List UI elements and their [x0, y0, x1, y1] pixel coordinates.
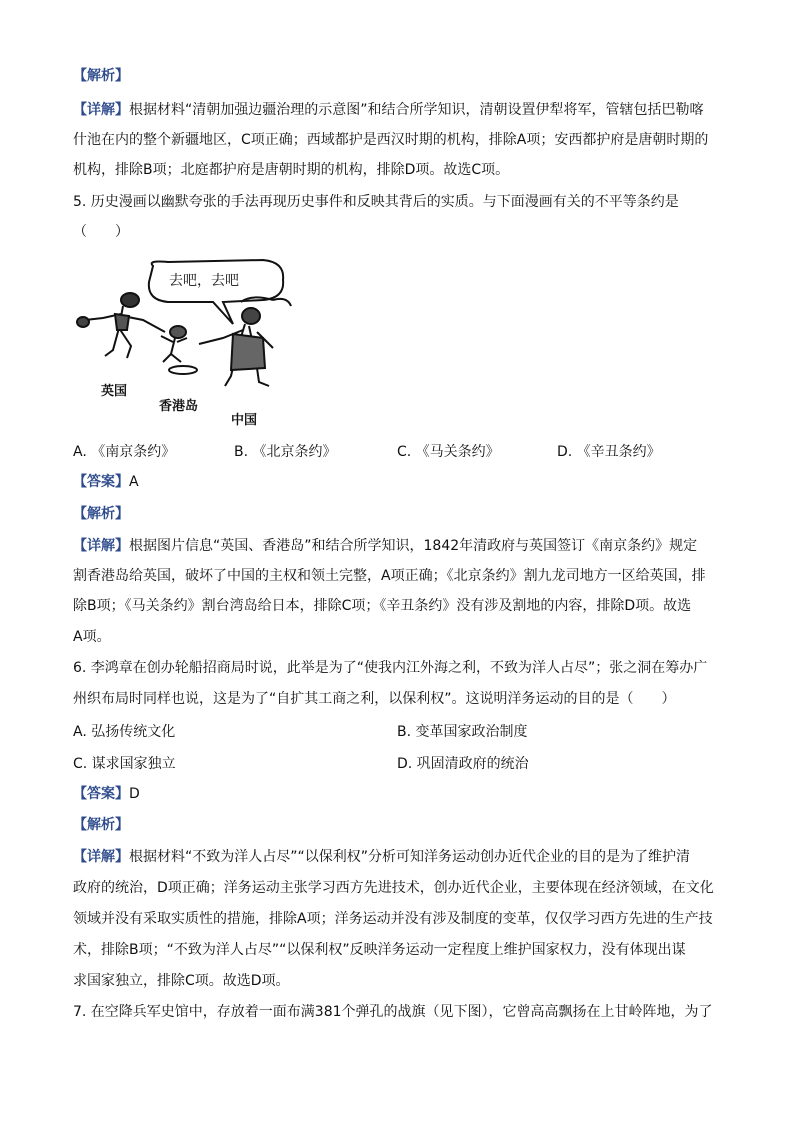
q5-analysis-heading: 【解析】 — [73, 506, 129, 522]
speech-text: 去吧，去吧 — [169, 273, 239, 289]
q5-option-c: C. 《马关条约》 — [397, 444, 500, 460]
q6-analysis-heading: 【解析】 — [73, 817, 129, 833]
q5-option-a: A. 《南京条约》 — [73, 444, 176, 460]
q6-stem-line-2: 州织布局时同样也说，这是为了“自扩其工商之利，以保利权”。这说明洋务运动的目的是（ ） — [73, 691, 676, 707]
q4-detail-line-1: 【详解】根据材料“清朝加强边疆治理的示意图”和结合所学知识，清朝设置伊犁将军，管辖包括巴勒喀 — [73, 102, 704, 118]
q5-stem-line-2: （ ） — [73, 224, 129, 240]
q5-answer: 【答案】A — [73, 474, 139, 490]
q6-detail-line-3: 领域并没有采取实质性的措施，排除A项；洋务运动并没有涉及制度的变革，仅仅学习西方先进的生产技 — [73, 911, 713, 927]
q4-detail-line-3: 机构，排除B项；北庭都护府是唐朝时期的机构，排除D项。故选C项。 — [73, 162, 510, 178]
q6-detail-line-2: 政府的统治，D项正确；洋务运动主张学习西方先进技术，创办近代企业，主要体现在经济领域，在文化 — [73, 880, 714, 896]
q6-option-b: B. 变革国家政治制度 — [397, 724, 528, 740]
q4-detail-line-2: 什池在内的整个新疆地区，C项正确；西域都护是西汉时期的机构，排除A项；安西都护府是唐朝时期的 — [73, 132, 709, 148]
q4-analysis-heading: 【解析】 — [73, 68, 129, 84]
q5-detail-line-2: 割香港岛给英国，破坏了中国的主权和领土完整，A项正确；《北京条约》割九龙司地方一区给英国，排 — [73, 568, 706, 584]
q6-detail-line-5: 求国家独立，排除C项。故选D项。 — [73, 973, 290, 989]
q6-detail-line-4: 术，排除B项；“不致为洋人占尽”“以保利权”反映洋务运动一定程度上维护国家权力，没有体现出谋 — [73, 942, 686, 958]
q6-option-a: A. 弘扬传统文化 — [73, 724, 176, 740]
q5-cartoon — [73, 258, 298, 430]
q5-detail-line-4: A项。 — [73, 629, 111, 645]
china-figure — [199, 297, 291, 386]
q6-option-d: D. 巩固清政府的统治 — [397, 756, 529, 772]
label-china: 中国 — [231, 413, 258, 428]
label-britain: 英国 — [101, 384, 128, 399]
label-hongkong: 香港岛 — [159, 399, 199, 414]
q6-option-c: C. 谋求国家独立 — [73, 756, 176, 772]
q6-stem-line-1: 6. 李鸿章在创办轮船招商局时说，此举是为了“使我内江外海之利，不致为洋人占尽”；张之洞在筹办广 — [73, 660, 708, 676]
britain-figure — [77, 293, 165, 358]
q6-detail-line-1: 【详解】根据材料“不致为洋人占尽”“以保利权”分析可知洋务运动创办近代企业的目的是为了维护清 — [73, 849, 691, 865]
q6-answer: 【答案】D — [73, 786, 140, 802]
q5-option-b: B. 《北京条约》 — [234, 444, 337, 460]
hongkong-figure — [161, 326, 197, 374]
q7-stem-line-1: 7. 在空降兵军史馆中，存放着一面布满381个弹孔的战旗（见下图），它曾高高飘扬在上甘岭阵地，为了 — [73, 1004, 713, 1020]
q5-option-d: D. 《辛丑条约》 — [557, 444, 661, 460]
q5-detail-line-1: 【详解】根据图片信息“英国、香港岛”和结合所学知识，1842年清政府与英国签订《南京条约》规定 — [73, 538, 698, 554]
q5-stem-line-1: 5. 历史漫画以幽默夸张的手法再现历史事件和反映其背后的实质。与下面漫画有关的不平等条约是 — [73, 194, 679, 210]
q5-detail-line-3: 除B项；《马关条约》割台湾岛给日本，排除C项；《辛丑条约》没有涉及割地的内容，排除D项。故选 — [73, 598, 692, 614]
